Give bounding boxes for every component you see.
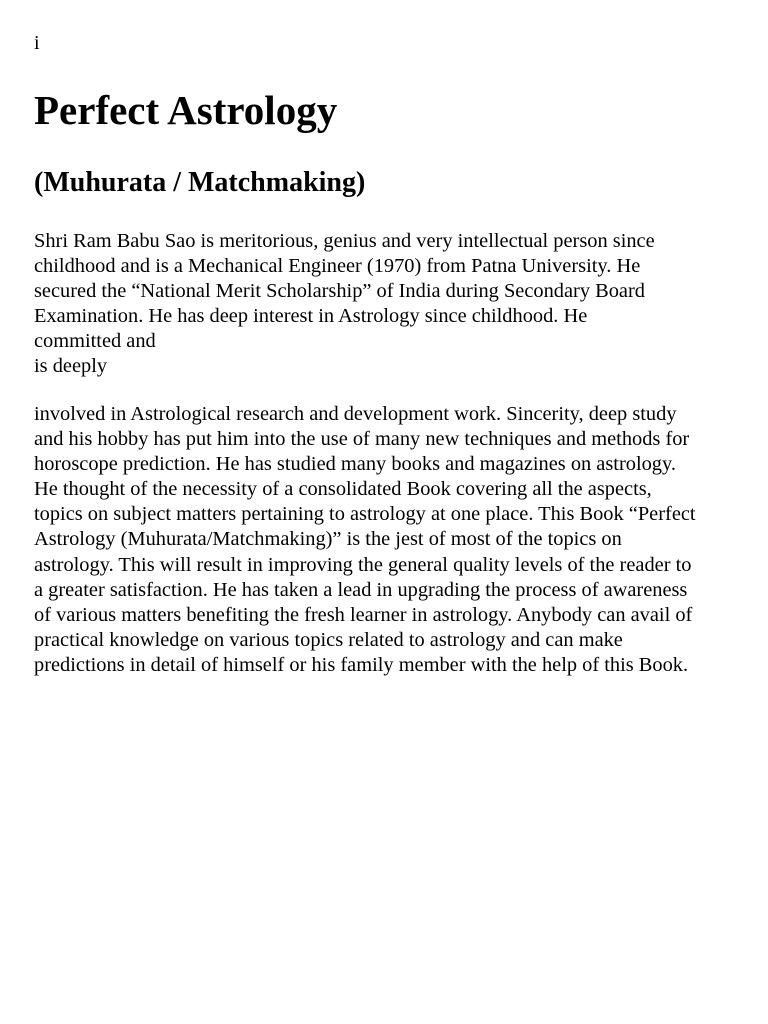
author-bio-paragraph [34, 229, 744, 380]
page-title: Perfect Astrology [34, 87, 338, 133]
paragraph-line: topics on subject matters pertaining to astrology at one place. This Book “Perfect [34, 503, 696, 526]
paragraph-line: Examination. He has deep interest in Astrology since childhood. He [34, 305, 588, 328]
paragraph-line: a greater satisfaction. He has taken a lead in upgrading the process of awareness [34, 578, 688, 601]
paragraph-line: He thought of the necessity of a consolidated Book covering all the aspects, [34, 478, 652, 501]
paragraph-line: Shri Ram Babu Sao is meritorious, genius and very intellectual person since [34, 230, 655, 252]
paragraph-line: is deeply [34, 355, 108, 378]
paragraph-line: and his hobby has put him into the use of many new techniques and methods for [34, 428, 690, 451]
paragraph-line: committed and [34, 330, 156, 353]
page-number: i [34, 32, 40, 54]
paragraph-line: secured the “National Merit Scholarship” of India during Secondary Board [34, 280, 645, 303]
paragraph-line: astrology. This will result in improving the general quality levels of the reader to [34, 553, 692, 576]
paragraph-line: practical knowledge on various topics related to astrology and can make [34, 628, 623, 651]
paragraph-line: childhood and is a Mechanical Engineer (1970) from Patna University. He [34, 255, 641, 278]
paragraph-line: horoscope prediction. He has studied many books and magazines on astrology. [34, 453, 676, 476]
paragraph-line: of various matters benefiting the fresh learner in astrology. Anybody can avail of [34, 603, 693, 626]
paragraph-line: predictions in detail of himself or his family member with the help of this Book. [34, 653, 689, 676]
book-description-paragraph [34, 402, 744, 678]
paragraph-line: Astrology (Muhurata/Matchmaking)” is the jest of most of the topics on [34, 528, 622, 551]
page-subtitle: (Muhurata / Matchmaking) [34, 167, 366, 198]
paragraph-line: involved in Astrological research and development work. Sincerity, deep study [34, 403, 677, 425]
